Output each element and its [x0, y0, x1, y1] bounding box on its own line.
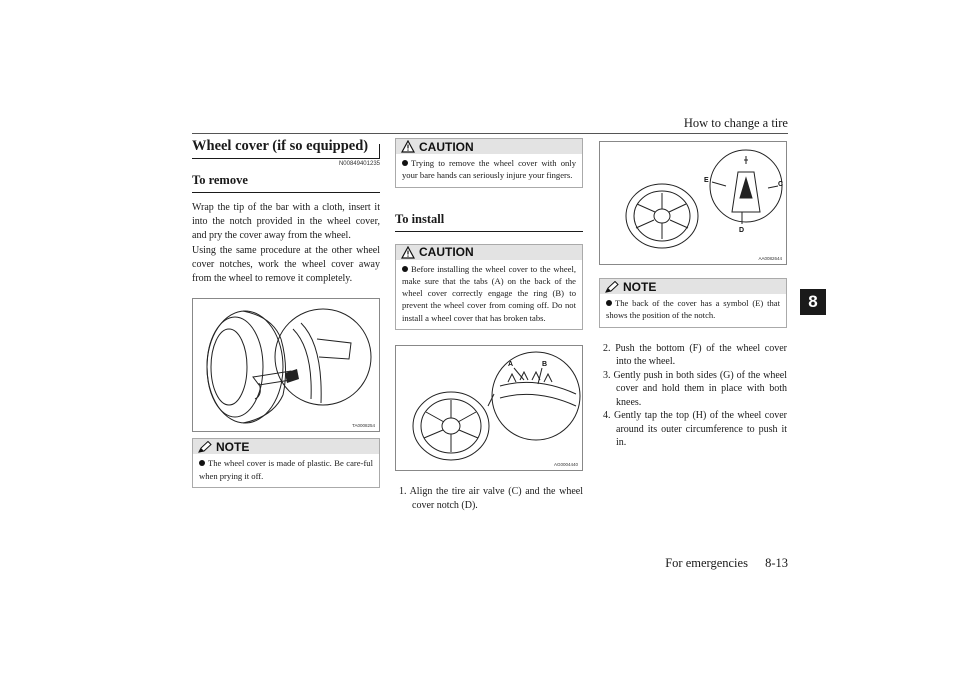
caution-box-2: [395, 244, 583, 330]
header-title: How to change a tire: [683, 116, 788, 130]
install-steps-2: [599, 342, 787, 450]
caution-label-2: CAUTION: [419, 245, 474, 260]
label-c: C: [778, 181, 784, 188]
step-text: Gently tap the top (H) of the wheel cover around its outer circumference to push it in.: [614, 410, 787, 449]
caution-box-1: [395, 138, 583, 188]
note-box: [192, 438, 380, 488]
note-header-2: [600, 279, 786, 294]
remove-paragraph-1: Wrap the tip of the bar with a cloth, insert it into the notch provided in the wheel cover, and pry the cover away from the wheel.: [192, 202, 380, 242]
column-2: [395, 138, 583, 512]
figure-pry-cover: [192, 298, 380, 432]
step-number: 3.: [603, 369, 611, 381]
figure-install-tabs: [395, 345, 583, 471]
figure-code: TA0008254: [352, 423, 375, 429]
label-e: E: [704, 177, 709, 184]
footer-section: For emergencies: [665, 556, 748, 570]
label-d: D: [739, 227, 745, 234]
label-a: A: [508, 361, 514, 369]
caution-body-1: [396, 154, 582, 187]
step-1: [395, 485, 583, 512]
page-footer: [665, 556, 788, 571]
note-header: [193, 439, 379, 454]
page-header: [192, 116, 788, 134]
wheel-cover-tabs-illustration: [396, 346, 583, 471]
caution-text-2: Before installing the wheel cover to the wheel, make sure that the tabs (A) on the back of the wheel cover correctly engage the ring (B) to prevent the wheel cover from coming off. Do not install a wheel cover that has broken tabs.: [402, 263, 576, 323]
bullet-icon: [199, 460, 205, 466]
note-label: NOTE: [216, 439, 250, 454]
tire-pry-illustration: [193, 299, 380, 432]
note-box-2: [599, 278, 787, 328]
caution-body-2: [396, 260, 582, 329]
step-number: 1.: [399, 486, 407, 498]
warning-triangle-icon: [401, 246, 415, 259]
caution-header-1: [396, 139, 582, 154]
note-body-2: [600, 294, 786, 327]
caution-label-1: CAUTION: [419, 139, 474, 154]
subheading-to-install: To install: [395, 212, 583, 232]
chapter-tab: 8: [800, 289, 826, 315]
bullet-icon: [402, 266, 408, 272]
label-b: B: [542, 361, 548, 369]
step-number: 4.: [603, 410, 611, 422]
caution-text-1: Trying to remove the wheel cover with only your bare hands can seriously injure your fingers.: [402, 158, 576, 181]
page-number: 8-13: [765, 556, 788, 570]
remove-paragraph-2: Using the same procedure at the other wheel cover notches, work the wheel cover away from the wheel to remove it completely.: [192, 244, 380, 285]
caution-header-2: [396, 245, 582, 260]
step-text: Gently push in both sides (G) of the wheel cover and hold them in place with both knees.: [613, 369, 787, 408]
warning-triangle-icon: [401, 140, 415, 153]
figure-valve-notch: [599, 141, 787, 265]
subheading-to-remove: To remove: [192, 173, 380, 193]
column-3: [599, 138, 787, 450]
bullet-icon: [402, 160, 408, 166]
figure-code: AG0004440: [553, 462, 578, 468]
install-steps-1: [395, 485, 583, 512]
step-2: [599, 342, 787, 369]
reference-code: N00849401235: [338, 161, 380, 167]
pencil-icon: [605, 281, 619, 293]
bullet-icon: [606, 300, 612, 306]
step-number: 2.: [603, 342, 611, 354]
column-1: [192, 138, 380, 488]
note-label-2: NOTE: [623, 279, 657, 294]
figure-code: AA0082644: [758, 256, 782, 261]
step-text: Push the bottom (F) of the wheel cover into the wheel.: [615, 342, 788, 368]
step-3: [599, 369, 787, 410]
note-text: The wheel cover is made of plastic. Be care-ful when prying it off.: [199, 458, 373, 481]
note-body: [193, 454, 379, 487]
step-4: [599, 409, 787, 450]
wheel-valve-illustration: [600, 142, 787, 265]
note-text-2: The back of the cover has a symbol (E) that shows the position of the notch.: [606, 298, 780, 321]
step-text: Align the tire air valve (C) and the wheel cover notch (D).: [409, 486, 583, 511]
section-title: Wheel cover (if so equipped): [192, 138, 380, 159]
pencil-icon: [198, 441, 212, 453]
